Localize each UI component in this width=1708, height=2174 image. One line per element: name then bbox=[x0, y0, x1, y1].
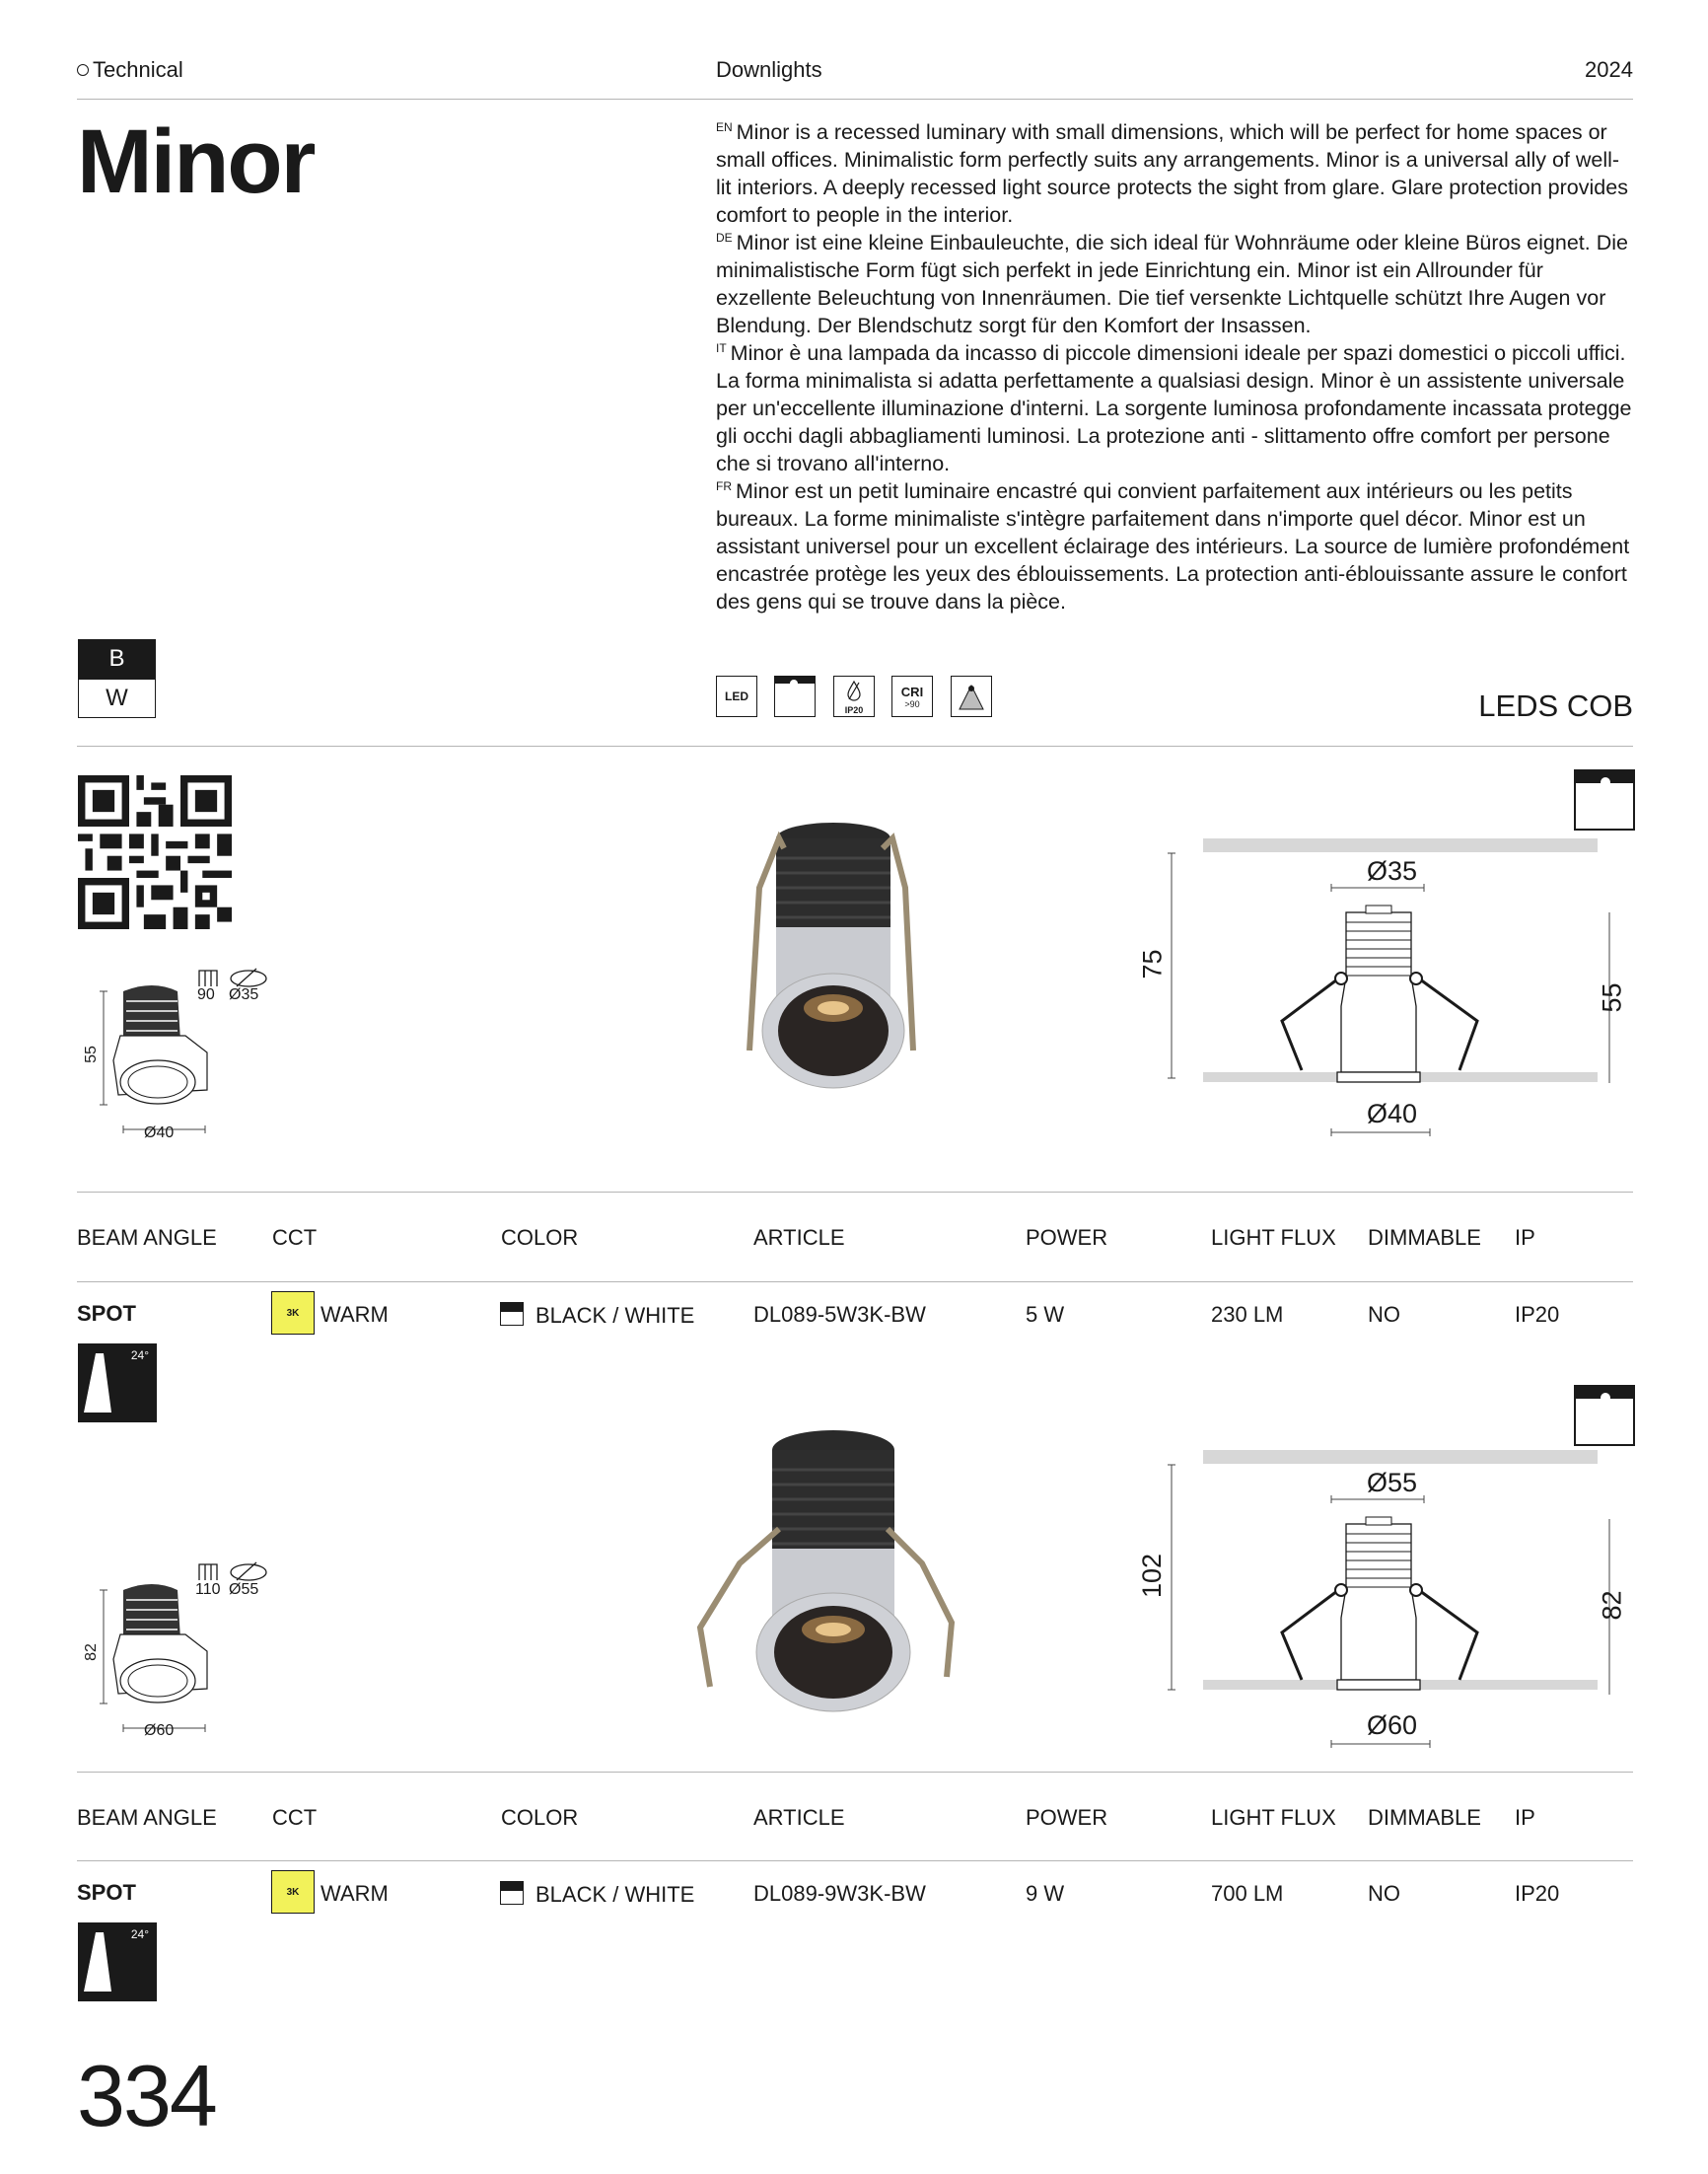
section-label: Technical bbox=[77, 57, 183, 83]
ip-rating-icon: IP20 bbox=[833, 676, 875, 717]
drop-icon bbox=[844, 680, 864, 701]
description-de: $^{DE}$ Minor ist eine kleine Einbauleuchte, die sich ideal für Wohnräume oder kleine Büros eignet. Die minimalistische Form fügt sich perfekt in jede Einrichtung ein. Minor ist ein Allrounder für exzellente Beleuchtung von Innenräumen. Die tief versenkte Lichtquelle schützt Ihre Augen vor Blendung. Der Blendschutz sorgt für den Komfort der Insassen. bbox=[716, 230, 1628, 337]
cri-icon: CRI >90 bbox=[891, 676, 933, 717]
qr-code bbox=[78, 775, 232, 929]
col-ip: IP bbox=[1515, 1805, 1535, 1830]
row-beam-2: SPOT bbox=[77, 1880, 136, 1905]
light-source-label: LEDS COB bbox=[1478, 688, 1633, 723]
small-diameter-1: Ø35 bbox=[229, 986, 259, 1003]
product-description bbox=[716, 118, 1633, 616]
color-code-white: W bbox=[78, 679, 156, 718]
small-height-1: 55 bbox=[82, 1046, 100, 1063]
body-height-2: 82 bbox=[1597, 1590, 1627, 1621]
table-top-divider-1 bbox=[77, 1192, 1633, 1193]
col-cct: CCT bbox=[272, 1805, 318, 1830]
color-code-black: B bbox=[78, 639, 156, 679]
col-cct: CCT bbox=[272, 1225, 318, 1250]
row-ip-2: IP20 bbox=[1515, 1881, 1560, 1906]
beam-angle-icon-2: 24° bbox=[78, 1922, 157, 2001]
small-diameter-2: Ø55 bbox=[229, 1581, 259, 1598]
description-fr: $^{FR}$ Minor est un petit luminaire encastré qui convient parfaitement aux intérieurs ou les petits bureaux. La forme minimaliste s'intègre parfaitement dans n'importe quel décor. Minor est un assistant universel pour un excellent éclairage des intérieurs. La source de lumière profondément encastrée protège les yeux des éblouissements. La protection anti-éblouissante assure le confort des gens qui se trouve dans la pièce. bbox=[716, 478, 1630, 614]
row-cct-1: WARM bbox=[320, 1302, 389, 1327]
cct-badge-2: 3K bbox=[271, 1870, 315, 1914]
col-ip: IP bbox=[1515, 1225, 1535, 1250]
table-header-divider-1 bbox=[77, 1281, 1633, 1282]
total-height-1: 75 bbox=[1137, 949, 1168, 979]
col-beam-angle: BEAM ANGLE bbox=[77, 1225, 217, 1250]
col-color: COLOR bbox=[501, 1805, 579, 1830]
spotlight-icon bbox=[955, 680, 988, 713]
product-photo-1 bbox=[680, 789, 986, 1105]
col-article: ARTICLE bbox=[753, 1805, 845, 1830]
circle-icon bbox=[77, 64, 89, 76]
col-article: ARTICLE bbox=[753, 1225, 845, 1250]
row-power-2: 9 W bbox=[1026, 1881, 1065, 1906]
row-article-2: DL089-9W3K-BW bbox=[753, 1881, 926, 1906]
col-dimmable: DIMMABLE bbox=[1368, 1225, 1481, 1250]
col-light-flux: LIGHT FLUX bbox=[1211, 1225, 1336, 1250]
cct-badge-1: 3K bbox=[271, 1291, 315, 1335]
col-power: POWER bbox=[1026, 1805, 1108, 1830]
top-diameter-2: Ø55 bbox=[1367, 1468, 1418, 1497]
col-power: POWER bbox=[1026, 1225, 1108, 1250]
row-dimmable-1: NO bbox=[1368, 1302, 1400, 1327]
row-color-1: BLACK / WHITE bbox=[535, 1303, 695, 1328]
top-diameter-1: Ø35 bbox=[1367, 856, 1418, 886]
table-header-divider-2 bbox=[77, 1860, 1633, 1861]
table-top-divider-2 bbox=[77, 1772, 1633, 1773]
cutout-icon-1 bbox=[197, 967, 286, 988]
row-flux-2: 700 LM bbox=[1211, 1881, 1284, 1906]
cut-diameter-1: Ø40 bbox=[1367, 1099, 1418, 1128]
small-cutout-1: 90 bbox=[197, 986, 215, 1003]
col-light-flux: LIGHT FLUX bbox=[1211, 1805, 1336, 1830]
header-divider bbox=[77, 99, 1633, 100]
recessed-ceiling-icon bbox=[774, 676, 816, 717]
section-divider bbox=[77, 746, 1633, 747]
total-height-2: 102 bbox=[1137, 1553, 1168, 1599]
row-color-2: BLACK / WHITE bbox=[535, 1882, 695, 1907]
col-beam-angle: BEAM ANGLE bbox=[77, 1805, 217, 1830]
color-swatch-1 bbox=[500, 1302, 524, 1326]
year-label: 2024 bbox=[1585, 57, 1633, 82]
ceiling-mount-icon-1 bbox=[1574, 769, 1635, 831]
cut-diameter-2: Ø60 bbox=[1367, 1710, 1418, 1740]
row-power-1: 5 W bbox=[1026, 1302, 1065, 1327]
row-ip-1: IP20 bbox=[1515, 1302, 1560, 1327]
row-cct-2: WARM bbox=[320, 1881, 389, 1906]
cutout-icon-2 bbox=[197, 1560, 286, 1582]
body-height-1: 55 bbox=[1597, 982, 1627, 1013]
small-bottom-diameter-2: Ø60 bbox=[144, 1722, 175, 1739]
beam-spread-icon bbox=[951, 676, 992, 717]
small-bottom-diameter-1: Ø40 bbox=[144, 1124, 175, 1141]
small-height-2: 82 bbox=[82, 1643, 100, 1661]
color-swatch-2 bbox=[500, 1881, 524, 1905]
led-icon: LED bbox=[716, 676, 757, 717]
product-photo-2 bbox=[680, 1401, 986, 1726]
ceiling-mount-icon-2 bbox=[1574, 1385, 1635, 1446]
row-beam-1: SPOT bbox=[77, 1301, 136, 1326]
beam-angle-icon-1: 24° bbox=[78, 1343, 157, 1422]
category-label: Downlights bbox=[716, 57, 822, 82]
col-color: COLOR bbox=[501, 1225, 579, 1250]
description-en: $^{EN}$ Minor is a recessed luminary with small dimensions, which will be perfect for home spaces or small offices. Minimalistic form perfectly suits any arrangements. Minor is a universal ally of well-lit interiors. A deeply recessed light source protects the sight from glare. Glare protection provides comfort to people in the interior. bbox=[716, 119, 1628, 227]
col-dimmable: DIMMABLE bbox=[1368, 1805, 1481, 1830]
small-cutout-2: 110 bbox=[195, 1581, 221, 1598]
description-it: $^{IT}$ Minor è una lampada da incasso di piccole dimensioni ideale per spazi domestici o piccoli uffici. La forma minimalista si adatta perfettamente a qualsiasi design. Minor è un assistente universale per un'eccellente illuminazione d'interni. La sorgente luminosa profondamente incassata protegge gli occhi dagli abbagliamenti luminosi. La protezione anti - slittamento offre comfort per persone che si trovano all'interno. bbox=[716, 340, 1632, 475]
row-article-1: DL089-5W3K-BW bbox=[753, 1302, 926, 1327]
row-flux-1: 230 LM bbox=[1211, 1302, 1284, 1327]
page-number: 334 bbox=[77, 2047, 216, 2144]
product-title: Minor bbox=[77, 111, 315, 212]
row-dimmable-2: NO bbox=[1368, 1881, 1400, 1906]
